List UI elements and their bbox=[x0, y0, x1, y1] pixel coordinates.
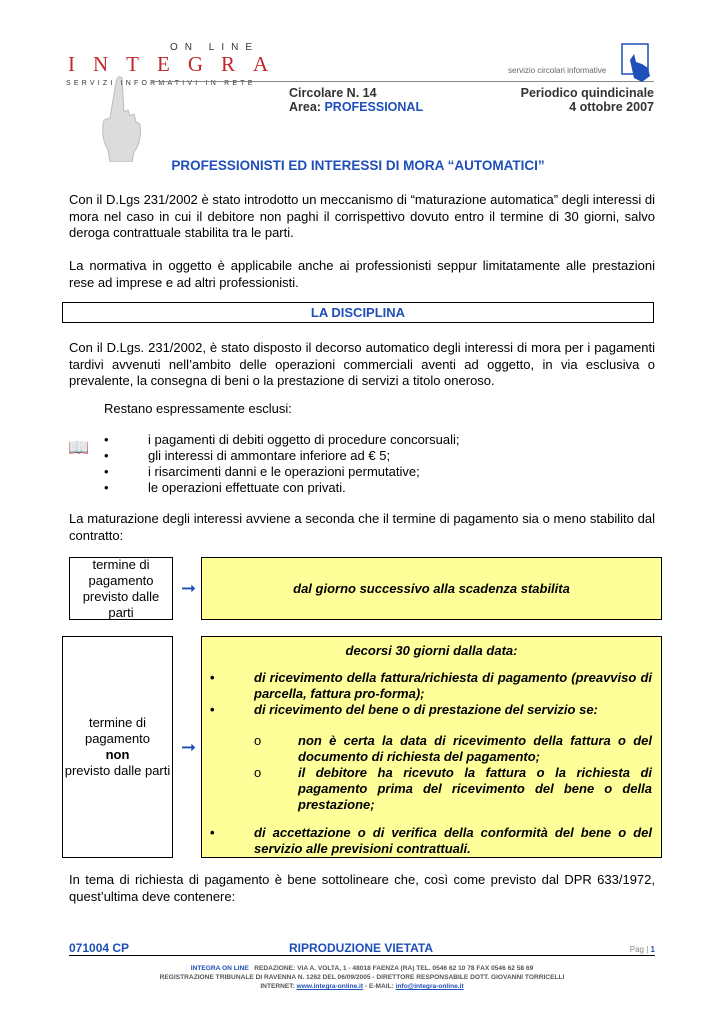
area-line bbox=[289, 100, 423, 114]
list-item: • di accettazione o di verifica della conformità del bene o del servizio alle previsioni contrattuali. bbox=[210, 825, 652, 857]
list-item: o il debitore ha ricevuto la fattura o la richiesta di pagamento prima del ricevimento del bene o della prestazione; bbox=[254, 765, 652, 813]
paragraph-professionisti: La normativa in oggetto è applicabile anche ai professionisti seppur limitatamente alle prestazioni rese ad imprese e ad altri professionisti. bbox=[69, 258, 655, 290]
footer-brand: INTEGRA ON LINE bbox=[190, 965, 249, 972]
term-label-a: termine di pagamento bbox=[84, 715, 151, 746]
section-heading: LA DISCIPLINA bbox=[62, 302, 654, 323]
circolare-number: Circolare N. 14 bbox=[289, 86, 377, 100]
arrow-right-icon: ➞ bbox=[181, 737, 197, 757]
decorsi-title: decorsi 30 giorni dalla data: bbox=[345, 643, 518, 658]
term-not-provided-box bbox=[62, 636, 173, 858]
periodico-info bbox=[521, 86, 654, 114]
pointer-hand-icon bbox=[620, 42, 654, 82]
term-provided-result-text: dal giorno successivo alla scadenza stabilita bbox=[293, 581, 570, 596]
footer-info: INTEGRA ON LINE REDAZIONE: VIA A. VOLTA, 1 - 48018 FAENZA (RA) TEL. 0546 62 10 78 FAX 0546 62 58 69 REGISTRAZIONE TRIBUNALE DI RAVENNA N. 1262 DEL 06/09/2005 - DIRETTORE RESPONSABILE DOTT. GIOVANNI TORRICELLI INTERNET: www.integra-online.it - E-MAIL: info@integra-online.it bbox=[60, 964, 664, 991]
book-icon: 📖 bbox=[68, 438, 90, 457]
term-provided-result bbox=[201, 557, 662, 620]
conditions-sublist bbox=[254, 733, 652, 813]
page-title: PROFESSIONISTI ED INTERESSI DI MORA “AUTOMATICI” bbox=[171, 158, 545, 173]
list-item: • i pagamenti di debiti oggetto di procedure concorsuali; bbox=[104, 432, 459, 448]
paragraph-maturazione: La maturazione degli interessi avviene a seconda che il termine di pagamento sia o meno stabilito dal contratto: bbox=[69, 511, 655, 543]
exclusions-list bbox=[104, 432, 459, 496]
list-item: • di ricevimento della fattura/richiesta di pagamento (preavviso di parcella, fattura pro-forma); bbox=[210, 670, 652, 702]
list-item: • i risarcimenti danni e le operazioni permutative; bbox=[104, 464, 459, 480]
list-item: • gli interessi di ammontare inferiore ad € 5; bbox=[104, 448, 459, 464]
footer-divider bbox=[69, 955, 655, 956]
decorsi-list bbox=[210, 670, 652, 718]
document-code: 071004 CP bbox=[69, 941, 130, 955]
paragraph-esclusi: Restano espressamente esclusi: bbox=[104, 401, 292, 416]
service-label: servizio circolari informative bbox=[508, 66, 607, 75]
email-label: E-MAIL: bbox=[368, 983, 394, 990]
page-label: Pag | bbox=[629, 945, 649, 954]
list-item: o non è certa la data di ricevimento della fattura o del documento di richiesta del pagamento; bbox=[254, 733, 652, 765]
arrow-right-icon: ➞ bbox=[181, 578, 197, 598]
issue-date: 4 ottobre 2007 bbox=[569, 100, 654, 114]
term-not-provided-result bbox=[201, 636, 662, 858]
paragraph-intro: Con il D.Lgs 231/2002 è stato introdotto un meccanismo di “maturazione automatica” degli interessi di mora nel caso in cui il debitore non paghi il corrispettivo dovuto entro il termine di 30 giorni, salvo deroga contrattuale stabilita tra le parti. bbox=[69, 192, 655, 240]
logo-small-text: ON LINE bbox=[170, 42, 260, 53]
term-provided-label: termine di pagamento previsto dalle parti bbox=[82, 556, 160, 620]
area-label: Area: bbox=[289, 100, 321, 114]
term-label-non: non bbox=[105, 747, 130, 762]
area-value: PROFESSIONAL bbox=[324, 100, 424, 114]
decorsi-list-last bbox=[210, 825, 652, 857]
list-item: • le operazioni effettuate con privati. bbox=[104, 480, 459, 496]
header-divider bbox=[152, 81, 654, 82]
reproduction-notice: RIPRODUZIONE VIETATA bbox=[289, 941, 433, 955]
logo-subtitle: SERVIZI INFORMATIVI IN RETE bbox=[66, 80, 256, 87]
list-item: • di ricevimento del bene o di prestazione del servizio se: bbox=[210, 702, 652, 718]
email-link[interactable]: info@integra-online.it bbox=[395, 983, 464, 990]
logo-integra: INTEGRA bbox=[68, 52, 287, 76]
periodico-label: Periodico quindicinale bbox=[520, 86, 654, 100]
page-num: 1 bbox=[650, 945, 655, 954]
footer-address: REDAZIONE: VIA A. VOLTA, 1 - 48018 FAENZA (RA) TEL. 0546 62 10 78 FAX 0546 62 58 69 bbox=[254, 965, 534, 972]
paragraph-richiesta: In tema di richiesta di pagamento è bene sottolineare che, così come previsto dal DPR 633/1972, quest’ultima deve contenere: bbox=[69, 872, 655, 904]
term-provided-box bbox=[69, 557, 173, 620]
page-number bbox=[630, 945, 655, 954]
footer-registration: REGISTRAZIONE TRIBUNALE DI RAVENNA N. 1262 DEL 06/09/2005 - DIRETTORE RESPONSABILE DOTT. GIOVANNI TORRICELLI bbox=[159, 974, 565, 981]
website-link[interactable]: www.integra-online.it bbox=[296, 983, 364, 990]
internet-label: INTERNET: bbox=[260, 983, 295, 990]
term-label-c: previsto dalle parti bbox=[64, 763, 171, 778]
circolare-info bbox=[289, 86, 423, 114]
paragraph-disciplina: Con il D.Lgs. 231/2002, è stato disposto il decorso automatico degli interessi di mora per i pagamenti tardivi avvenuti nell’ambito delle operazioni commerciali aventi ad oggetto, in via esclusiva o prevalente, la consegna di beni o la prestazione di servizi a titolo oneroso. bbox=[69, 340, 655, 388]
